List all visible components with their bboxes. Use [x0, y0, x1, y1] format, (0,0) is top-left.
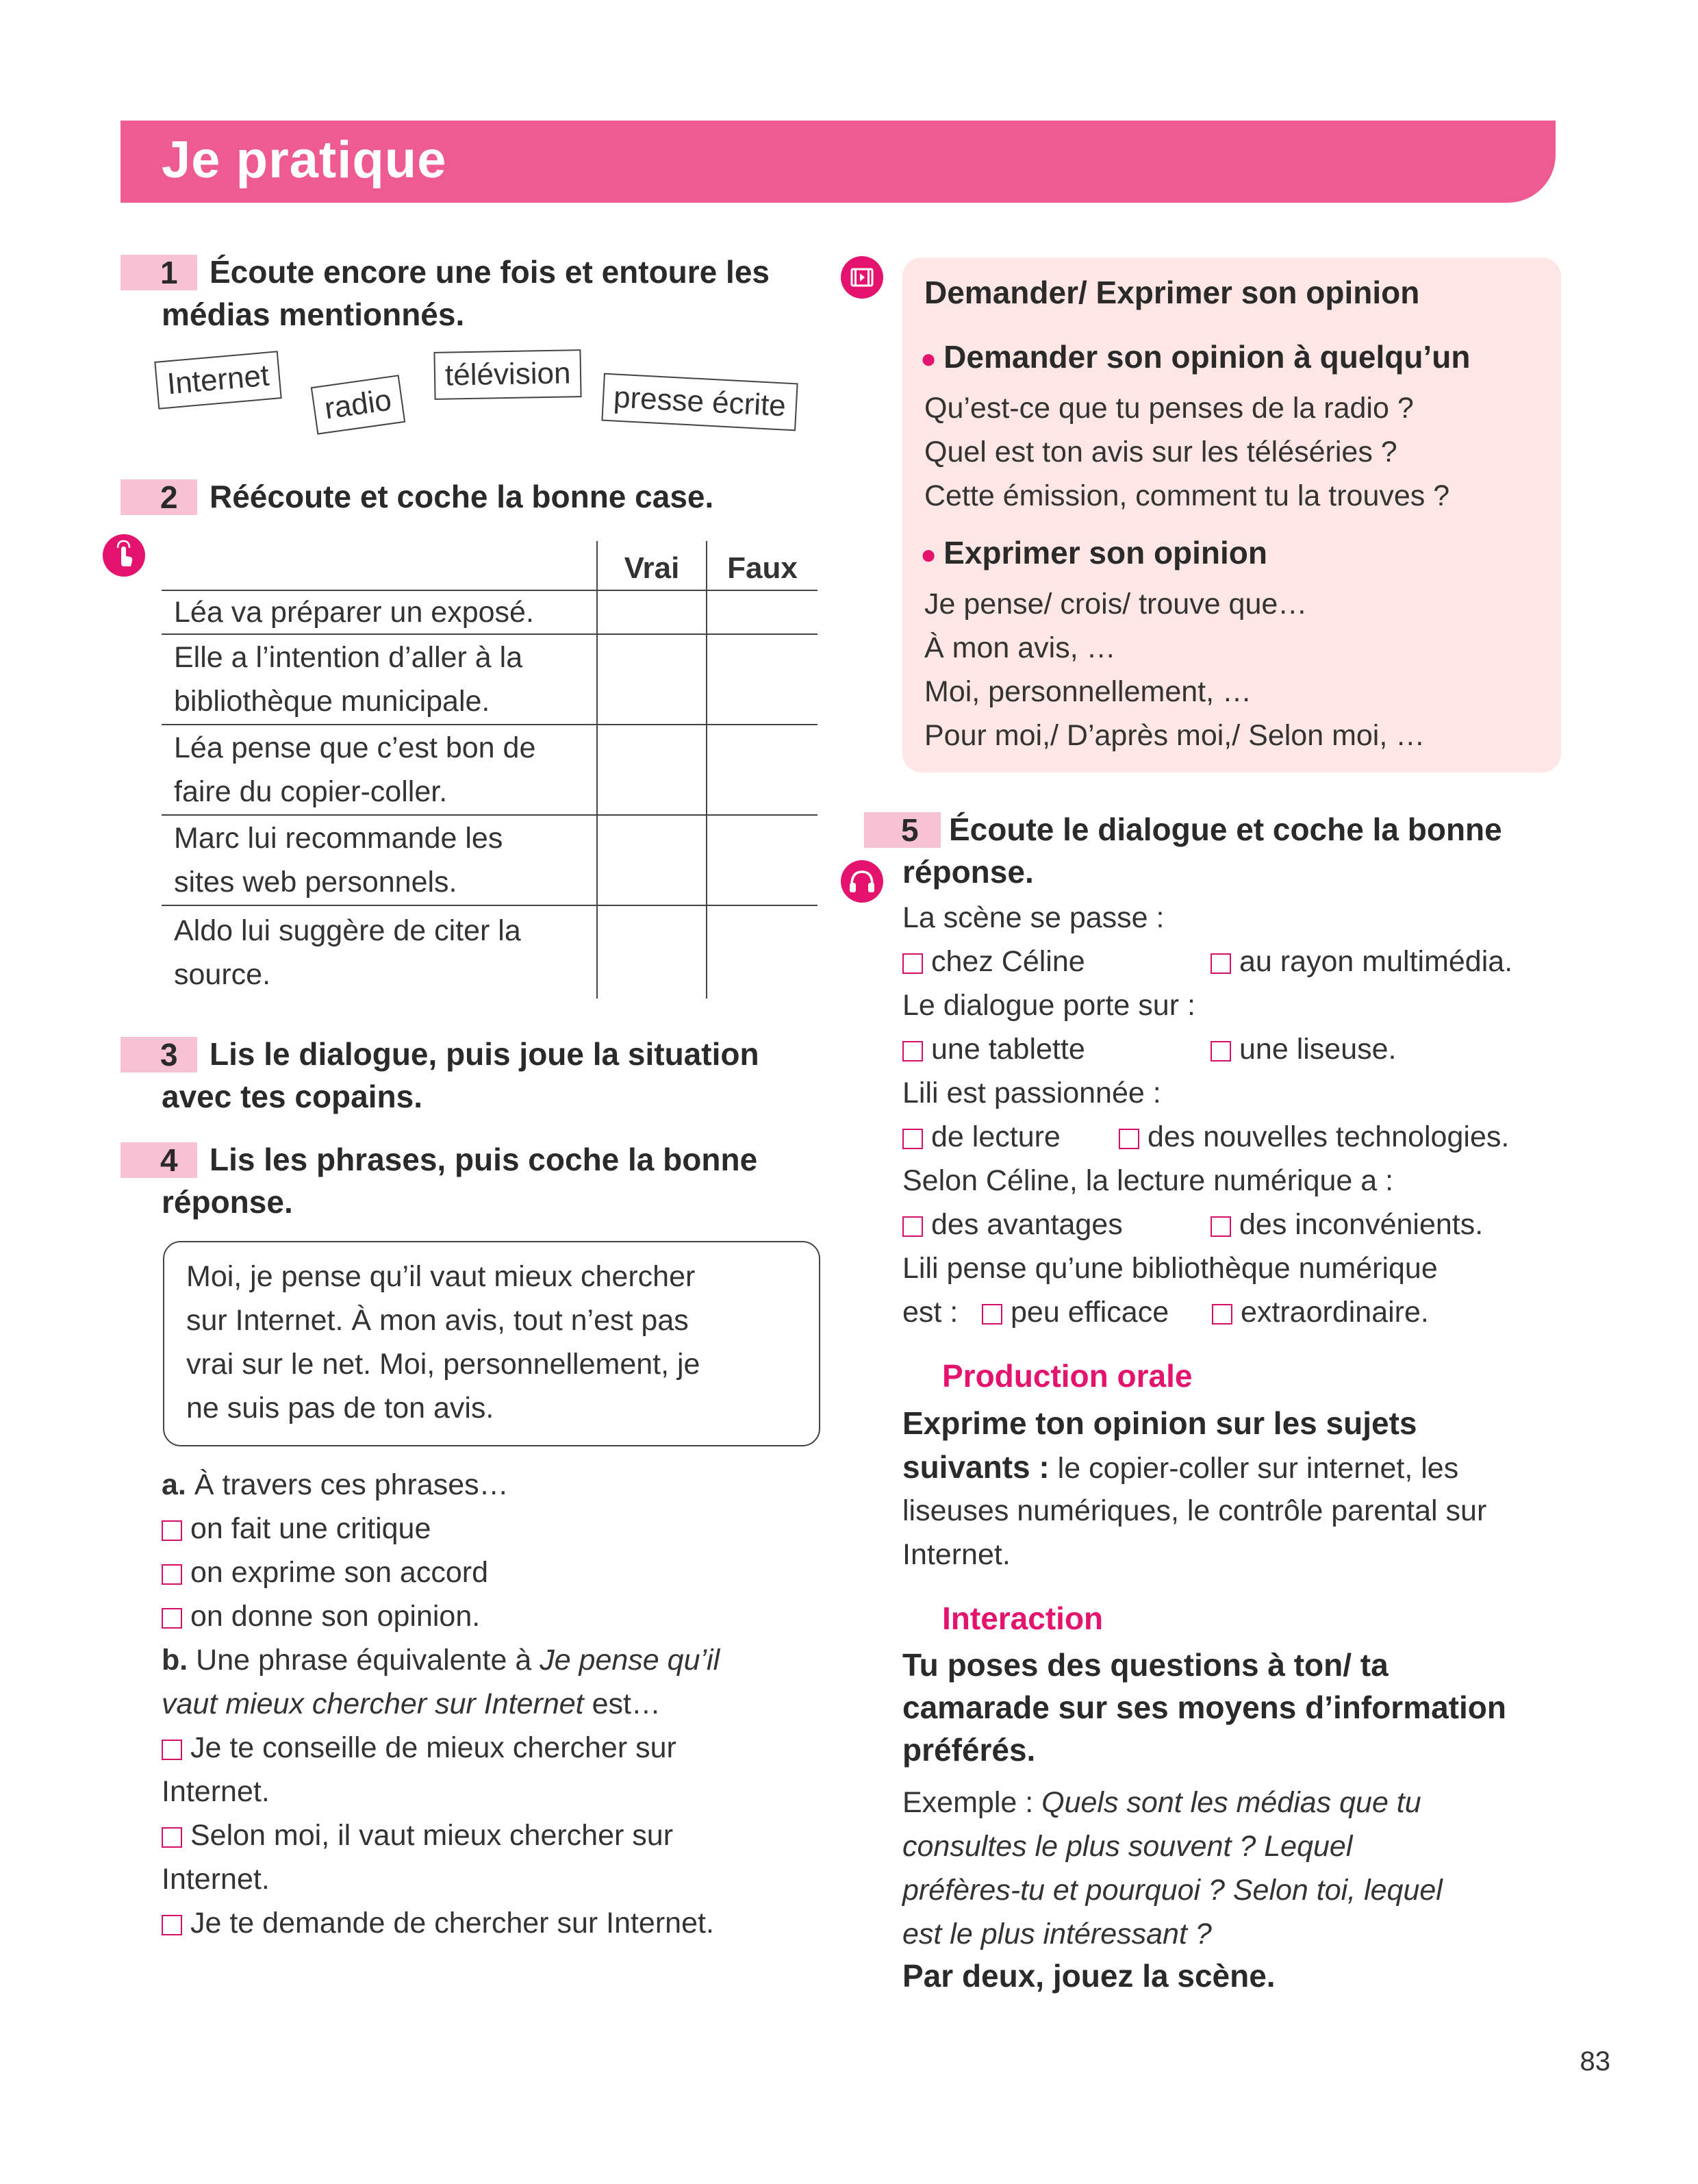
table-row — [162, 634, 818, 725]
faux-cell[interactable] — [707, 905, 818, 999]
express-heading: ● Exprimer son opinion — [920, 535, 1267, 570]
q5-option-b[interactable]: extraordinaire. — [1212, 1290, 1429, 1334]
quote-text: Moi, je pense qu’il vaut mieux chercher sur Internet. À mon avis, tout n’est pas vrai sur le net. Moi, personnellement, je ne suis pas de ton avis. — [186, 1260, 700, 1424]
checkbox[interactable] — [162, 1520, 182, 1541]
production-text-line1: Exprime ton opinion sur les sujets — [902, 1405, 1417, 1441]
page-number: 83 — [1580, 2046, 1610, 2076]
vrai-cell[interactable] — [597, 725, 707, 815]
checkbox[interactable] — [982, 1304, 1002, 1325]
word-presse-ecrite[interactable]: presse écrite — [601, 373, 798, 431]
exercise-number-box: 5 — [864, 812, 941, 848]
vrai-cell[interactable] — [597, 815, 707, 905]
word-television[interactable]: télévision — [433, 349, 582, 400]
q1-option-a[interactable]: chez Céline — [902, 940, 1085, 983]
production-orale-title: Production orale — [942, 1358, 1193, 1394]
q4-option-a[interactable]: des avantages — [902, 1203, 1123, 1246]
vrai-cell[interactable] — [597, 634, 707, 725]
interaction-final: Par deux, jouez la scène. — [902, 1958, 1276, 1994]
statement: Aldo lui suggère de citer la source. — [174, 914, 521, 991]
vrai-cell[interactable] — [597, 905, 707, 999]
exercise-number-box: 3 — [121, 1037, 197, 1072]
exercise-1-title-line2: médias mentionnés. — [162, 297, 465, 332]
bullet-icon: ● — [920, 540, 937, 570]
q5-option-a[interactable]: peu efficace — [982, 1290, 1169, 1334]
option-a3[interactable]: on donne son opinion. — [162, 1594, 480, 1638]
page-title: Je pratique — [162, 131, 447, 189]
exercise-4-title-line1: Lis les phrases, puis coche la bonne — [210, 1142, 758, 1177]
headphones-icon — [841, 860, 883, 903]
q3-option-b[interactable]: des nouvelles technologies. — [1119, 1115, 1509, 1159]
checkbox[interactable] — [902, 1216, 923, 1237]
checkbox[interactable] — [902, 1129, 923, 1149]
video-icon — [841, 256, 883, 299]
question-b-cont: vaut mieux chercher sur Internet est… — [162, 1687, 661, 1720]
faux-cell[interactable] — [707, 634, 818, 725]
ask-heading: ● Demander son opinion à quelqu’un — [920, 339, 1471, 375]
word-internet[interactable]: Internet — [154, 351, 282, 410]
exercise-2-title: Réécoute et coche la bonne case. — [210, 479, 714, 514]
column-vrai: Vrai — [597, 541, 707, 590]
column-faux: Faux — [707, 541, 818, 590]
q2: Le dialogue porte sur : — [902, 989, 1195, 1022]
checkbox[interactable] — [1211, 953, 1231, 974]
option-b1[interactable]: Je te conseille de mieux chercher sur Internet. — [162, 1731, 676, 1808]
q4-option-b[interactable]: des inconvénients. — [1211, 1203, 1483, 1246]
option-b3[interactable]: Je te demande de chercher sur Internet. — [162, 1901, 714, 1945]
opinion-title: Demander/ Exprimer son opinion — [924, 275, 1420, 310]
checkbox[interactable] — [1212, 1304, 1232, 1325]
checkbox[interactable] — [162, 1564, 182, 1585]
checkbox[interactable] — [1211, 1216, 1231, 1237]
exercise-3-title-line2: avec tes copains. — [162, 1079, 422, 1114]
exercise-number-box: 4 — [121, 1142, 197, 1178]
question-b: b. Une phrase équivalente à Je pense qu’il — [162, 1644, 720, 1677]
exercise-5-title-line2: réponse. — [902, 854, 1034, 890]
option-a2[interactable]: on exprime son accord — [162, 1551, 488, 1594]
express-lines: Je pense/ crois/ trouve que… À mon avis, … Moi, personnellement, … Pour moi,/ D’après moi,/ Selon moi, … — [924, 588, 1425, 752]
q4: Selon Céline, la lecture numérique a : — [902, 1164, 1394, 1197]
table-row — [162, 725, 818, 815]
checkbox[interactable] — [902, 1041, 923, 1062]
q3: Lili est passionnée : — [902, 1077, 1161, 1109]
faux-cell[interactable] — [707, 725, 818, 815]
exercise-number-box: 2 — [121, 479, 197, 515]
q1: La scène se passe : — [902, 901, 1165, 934]
touch-icon — [103, 534, 145, 577]
exercise-1-title-line1: Écoute encore une fois et entoure les — [210, 254, 770, 290]
production-text-line3: liseuses numériques, le contrôle parental sur — [902, 1494, 1487, 1527]
checkbox[interactable] — [1211, 1041, 1231, 1062]
q3-option-a[interactable]: de lecture — [902, 1115, 1061, 1159]
production-text-line4: Internet. — [902, 1538, 1011, 1571]
production-text-line2: suivants : le copier-coller sur internet, les — [902, 1449, 1459, 1485]
interaction-title: Interaction — [942, 1601, 1104, 1636]
checkbox[interactable] — [902, 953, 923, 974]
table-row — [162, 815, 818, 905]
true-false-table — [162, 541, 818, 999]
q1-option-b[interactable]: au rayon multimédia. — [1211, 940, 1512, 983]
q2-option-a[interactable]: une tablette — [902, 1027, 1085, 1071]
interaction-example: Exemple : Quels sont les médias que tu consultes le plus souvent ? Lequel préfères-tu et pourquoi ? Selon toi, lequel est le plus intéressant ? — [902, 1786, 1443, 1950]
exercise-4-title-line2: réponse. — [162, 1184, 293, 1220]
q5: Lili pense qu’une bibliothèque numérique — [902, 1252, 1438, 1285]
table-row — [162, 590, 818, 634]
option-a1[interactable]: on fait une critique — [162, 1507, 431, 1551]
ask-lines: Qu’est-ce que tu penses de la radio ? Quel est ton avis sur les téléséries ? Cette émission, comment tu la trouves ? — [924, 392, 1450, 512]
word-radio[interactable]: radio — [311, 375, 405, 434]
statement: Léa pense que c’est bon de faire du copier-coller. — [162, 725, 597, 815]
checkbox[interactable] — [162, 1740, 182, 1760]
faux-cell[interactable] — [707, 815, 818, 905]
statement: Marc lui recommande les sites web personnels. — [162, 815, 597, 905]
table-row — [162, 905, 818, 999]
statement: Léa va préparer un exposé. — [162, 590, 597, 634]
question-a: a. À travers ces phrases… — [162, 1468, 509, 1501]
interaction-instructions: Tu poses des questions à ton/ ta camarade sur ses moyens d’information préférés. — [902, 1647, 1506, 1768]
q2-option-b[interactable]: une liseuse. — [1211, 1027, 1397, 1071]
faux-cell[interactable] — [707, 590, 818, 634]
bullet-icon: ● — [920, 344, 937, 374]
statement: Elle a l’intention d’aller à la bibliothèque municipale. — [162, 634, 597, 725]
checkbox[interactable] — [162, 1915, 182, 1935]
option-b2[interactable]: Selon moi, il vaut mieux chercher sur Internet. — [162, 1819, 674, 1896]
exercise-number-box: 1 — [121, 255, 197, 290]
exercise-5-title-line1: Écoute le dialogue et coche la bonne — [949, 812, 1502, 847]
q5-prefix: est : — [902, 1296, 959, 1329]
checkbox[interactable] — [1119, 1129, 1139, 1149]
vrai-cell[interactable] — [597, 590, 707, 634]
checkbox[interactable] — [162, 1608, 182, 1629]
exercise-3-title-line1: Lis le dialogue, puis joue la situation — [210, 1036, 759, 1072]
checkbox[interactable] — [162, 1827, 182, 1848]
